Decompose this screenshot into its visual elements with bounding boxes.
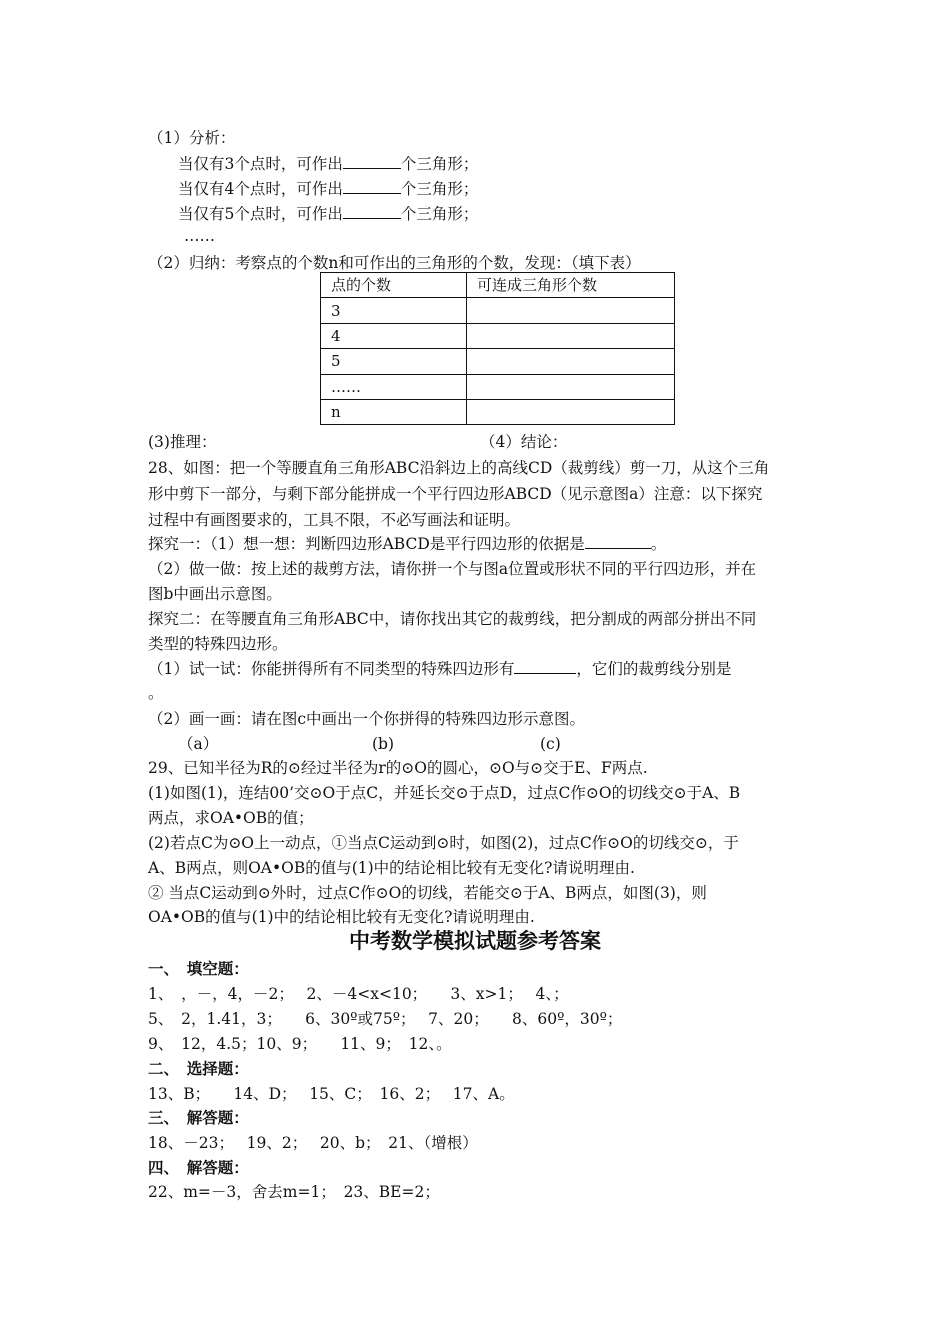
figure-label-c: (c) [540,735,561,753]
table-row [321,374,675,399]
table-header-row [321,273,675,298]
q29-line-4: (2)若点C为⊙O上一动点，①当点C运动到⊙时，如图(2)，过点C作⊙O的切线交⊙，于 [148,834,739,852]
answers-section-heading: 四、 解答题： [148,1158,249,1177]
conclusion-label: （4）结论： [480,433,568,451]
answer-blank[interactable] [514,659,576,674]
answers-line: 9、 12，4.5；10、9； 11、9； 12、。 [148,1035,452,1053]
answers-title: 中考数学模拟试题参考答案 [349,928,601,953]
answers-line: 22、m=－3，舍去m=1； 23、BE=2； [148,1183,440,1201]
answers-section-heading: 二、 选择题： [148,1059,249,1078]
q28-explore1-question: 探究一：（1）想一想：判断四边形ABCD是平行四边形的依据是 。 [148,535,667,553]
q28-explore2-line-1: 探究二：在等腰直角三角形ABC中，请你找出其它的裁剪线，把分割成的两部分拼出不同 [148,610,757,628]
part1-line-3: 当仅有5个点时，可作出 个三角形； [178,205,479,223]
q28-line-2: 形中剪下一部分，与剩下部分能拼成一个平行四边形ABCD（见示意图a）注意：以下探究 [148,485,763,503]
answers-line: 5、 2，1.41，3； 6、30º或75º； 7、20； 8、60º，30º； [148,1010,623,1028]
answers-line: 13、B； 14、D； 15、C； 16、2； 17、A。 [148,1085,515,1103]
part1-heading: （1）分析： [148,129,236,147]
table-row [321,349,675,374]
table-answer-cell[interactable] [467,374,675,399]
table-cell: 5 [321,349,467,374]
table-row [321,399,675,424]
q28-explore1-b-line-1: （2）做一做：按上述的裁剪方法，请你拼一个与图a位置或形状不同的平行四边形，并在 [148,560,757,578]
q29-line-6: ② 当点C运动到⊙外时，过点C作⊙O的切线，若能交⊙于A、B两点，如图(3)，则 [148,884,707,902]
q28-draw-line: （2）画一画：请在图c中画出一个你拼得的特殊四边形示意图。 [148,710,586,728]
answer-blank[interactable] [343,154,401,169]
q28-explore1-b-line-2: 图b中画出示意图。 [148,585,282,603]
points-triangles-table [320,272,675,425]
table-cell: …… [321,374,467,399]
q29-line-5: A、B两点，则OA•OB的值与(1)中的结论相比较有无变化?请说明理由. [148,859,635,877]
q29-line-7: OA•OB的值与(1)中的结论相比较有无变化?请说明理由. [148,908,535,926]
figure-label-b: (b) [372,735,395,753]
q29-line-1: 29、已知半径为R的⊙经过半径为r的⊙O的圆心，⊙O与⊙交于E、F两点. [148,759,648,777]
reasoning-label: (3)推理： [148,433,217,451]
answer-blank[interactable] [585,534,651,549]
q28-try-line: （1）试一试：你能拼得所有不同类型的特殊四边形有 ，它们的裁剪线分别是 [148,660,732,678]
table-cell: n [321,399,467,424]
part2-heading: （2）归纳：考察点的个数n和可作出的三角形的个数，发现：（填下表） [148,254,641,272]
q28-try-end: 。 [148,684,164,702]
table-header: 点的个数 [321,273,467,298]
table-answer-cell[interactable] [467,323,675,348]
table-row [321,323,675,348]
answer-blank[interactable] [343,204,401,219]
table-cell: 3 [321,298,467,323]
q29-line-3: 两点，求OA•OB的值； [148,809,314,827]
part1-ellipsis: …… [184,227,215,245]
q28-explore2-line-2: 类型的特殊四边形。 [148,635,288,653]
answer-blank[interactable] [343,179,401,194]
table-header: 可连成三角形个数 [467,273,675,298]
answers-section-heading: 三、 解答题： [148,1108,249,1127]
q29-line-2: (1)如图(1)，连结00’交⊙O于点C，并延长交⊙于点D，过点C作⊙O的切线交⊙于A、B [148,784,741,802]
answers-section-heading: 一、 填空题： [148,959,249,978]
part1-line-1: 当仅有3个点时，可作出 个三角形； [178,155,479,173]
answers-line: 1、 ，－，4，－2； 2、－4<x<10； 3、x>1； 4、； [148,985,569,1003]
answers-line: 18、－23； 19、2； 20、b； 21、（增根） [148,1134,478,1152]
figure-label-a: （a） [178,735,219,753]
table-answer-cell[interactable] [467,349,675,374]
part1-line-2: 当仅有4个点时，可作出 个三角形； [178,180,479,198]
q28-line-3: 过程中有画图要求的，工具不限，不必写画法和证明。 [148,511,521,529]
table-answer-cell[interactable] [467,298,675,323]
table-answer-cell[interactable] [467,399,675,424]
q28-line-1: 28、如图：把一个等腰直角三角形ABC沿斜边上的高线CD（裁剪线）剪一刀，从这个三角 [148,459,770,477]
table-row [321,298,675,323]
table-cell: 4 [321,323,467,348]
